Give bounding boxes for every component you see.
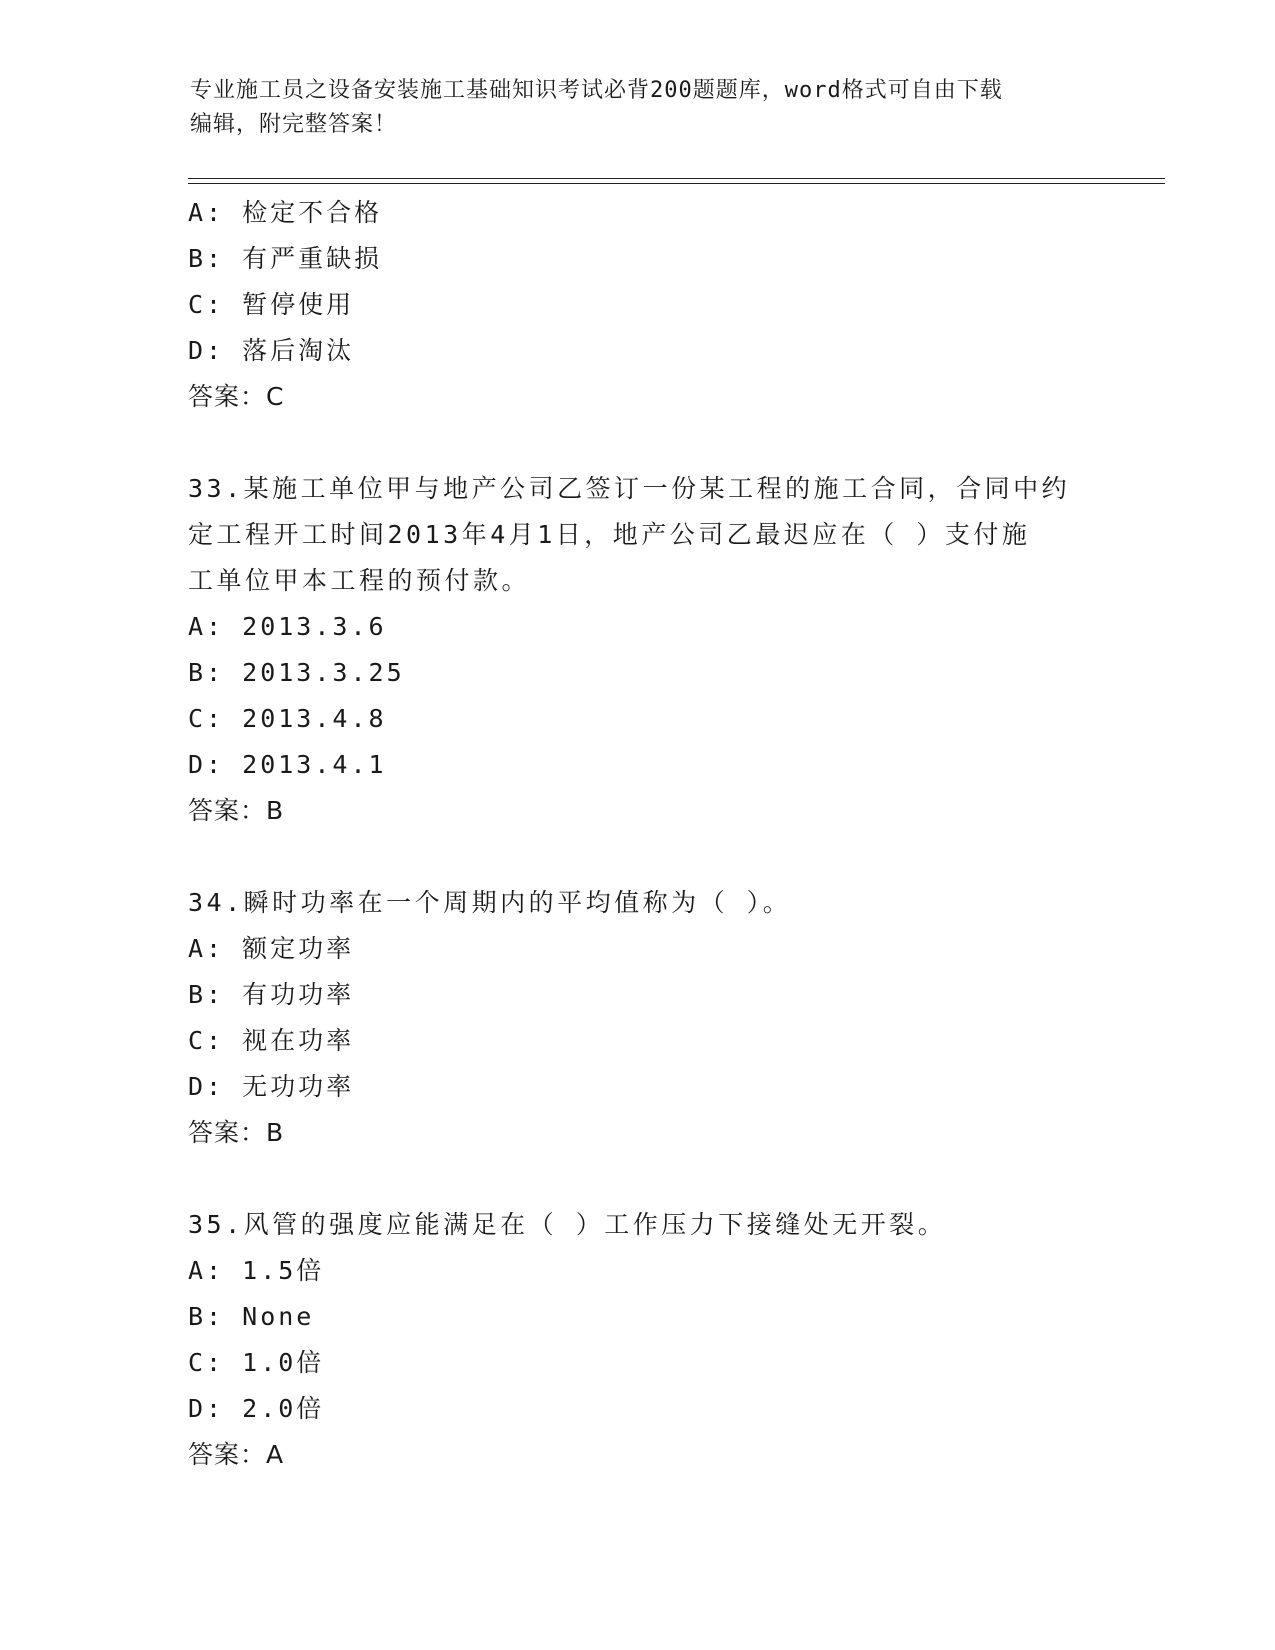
spacer bbox=[188, 1156, 1088, 1202]
option-a: A: 额定功率 bbox=[188, 934, 355, 963]
option-b: B: 有功功率 bbox=[188, 980, 355, 1009]
header-title-line-1: 专业施工员之设备安装施工基础知识考试必背200题题库，word格式可自由下载 bbox=[190, 78, 1003, 103]
header-divider-top bbox=[188, 178, 1165, 179]
option-c: C: 视在功率 bbox=[188, 1026, 355, 1055]
question-block-34 bbox=[188, 880, 1088, 1156]
header-divider-bottom bbox=[188, 183, 1165, 184]
question-block-33 bbox=[188, 466, 1088, 834]
question-stem bbox=[188, 880, 1088, 926]
answer-label: 答案：A bbox=[188, 1440, 285, 1469]
question-stem bbox=[188, 1202, 1088, 1248]
question-block-partial bbox=[188, 190, 1088, 420]
option-a: A: 检定不合格 bbox=[188, 198, 383, 227]
spacer bbox=[188, 834, 1088, 880]
question-stem-line: 定工程开工时间2013年4月1日，地产公司乙最迟应在（ ）支付施 bbox=[188, 520, 1031, 549]
option-a: A: 2013.3.6 bbox=[188, 612, 387, 641]
option-b: B: None bbox=[188, 1302, 315, 1331]
answer-label: 答案：B bbox=[188, 1118, 285, 1147]
spacer bbox=[188, 420, 1088, 466]
option-a: A: 1.5倍 bbox=[188, 1256, 325, 1285]
question-stem-line: 工单位甲本工程的预付款。 bbox=[188, 566, 531, 595]
option-d: D: 落后淘汰 bbox=[188, 336, 355, 365]
question-stem-line: 35.风管的强度应能满足在（ ）工作压力下接缝处无开裂。 bbox=[188, 1210, 947, 1239]
option-c: C: 暂停使用 bbox=[188, 290, 355, 319]
option-b: B: 2013.3.25 bbox=[188, 658, 405, 687]
option-c: C: 1.0倍 bbox=[188, 1348, 325, 1377]
option-c: C: 2013.4.8 bbox=[188, 704, 387, 733]
question-stem-line: 33.某施工单位甲与地产公司乙签订一份某工程的施工合同，合同中约 bbox=[188, 474, 1071, 503]
answer-label: 答案：B bbox=[188, 796, 285, 825]
header-title-line-2: 编辑，附完整答案！ bbox=[190, 112, 398, 137]
question-stem bbox=[188, 466, 1088, 604]
option-d: D: 2.0倍 bbox=[188, 1394, 325, 1423]
option-d: D: 2013.4.1 bbox=[188, 750, 387, 779]
option-b: B: 有严重缺损 bbox=[188, 244, 383, 273]
question-block-35 bbox=[188, 1202, 1088, 1478]
question-stem-line: 34.瞬时功率在一个周期内的平均值称为（ ）。 bbox=[188, 888, 792, 917]
document-header bbox=[190, 74, 1090, 142]
question-list bbox=[188, 190, 1088, 1478]
option-d: D: 无功功率 bbox=[188, 1072, 355, 1101]
answer-label: 答案：C bbox=[188, 382, 285, 411]
